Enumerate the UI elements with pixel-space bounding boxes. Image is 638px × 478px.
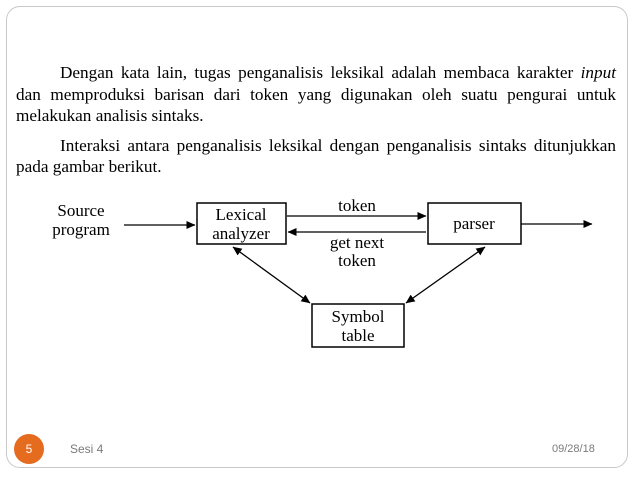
lexical-analyzer-label-line2: analyzer bbox=[212, 224, 270, 243]
symbol-table-label-line2: table bbox=[341, 326, 375, 345]
get-next-token-label-line1: get next bbox=[329, 233, 385, 252]
token-label: token bbox=[338, 196, 376, 215]
paragraph-2-text: Interaksi antara penganalisis leksikal dengan penganalisis sintaks ditunjukkan pada gambar berikut. bbox=[16, 135, 616, 176]
footer-session: Sesi 4 bbox=[70, 442, 104, 456]
source-program-label-line1: Source bbox=[57, 201, 105, 220]
parser-symbol-table-arrow bbox=[406, 247, 485, 303]
lexical-analyzer-label-line1: Lexical bbox=[215, 205, 267, 224]
lexer-symbol-table-arrow bbox=[233, 247, 310, 303]
symbol-table-label-line1: Symbol bbox=[331, 307, 385, 326]
page-number: 5 bbox=[25, 442, 33, 456]
parser-label: parser bbox=[453, 214, 495, 233]
source-program-label-line2: program bbox=[52, 220, 110, 239]
footer-date: 09/28/18 bbox=[552, 443, 595, 455]
get-next-token-label-line2: token bbox=[338, 251, 376, 270]
paragraph-1-emphasis: input bbox=[580, 63, 616, 82]
paragraph-1-text-a: Dengan kata lain, tugas penganalisis leksikal adalah membaca karakter bbox=[60, 63, 581, 82]
paragraph-1-text-b: dan memproduksi barisan dari token yang digunakan oleh suatu pengurai untuk melakukan analisis sintaks. bbox=[16, 84, 616, 125]
